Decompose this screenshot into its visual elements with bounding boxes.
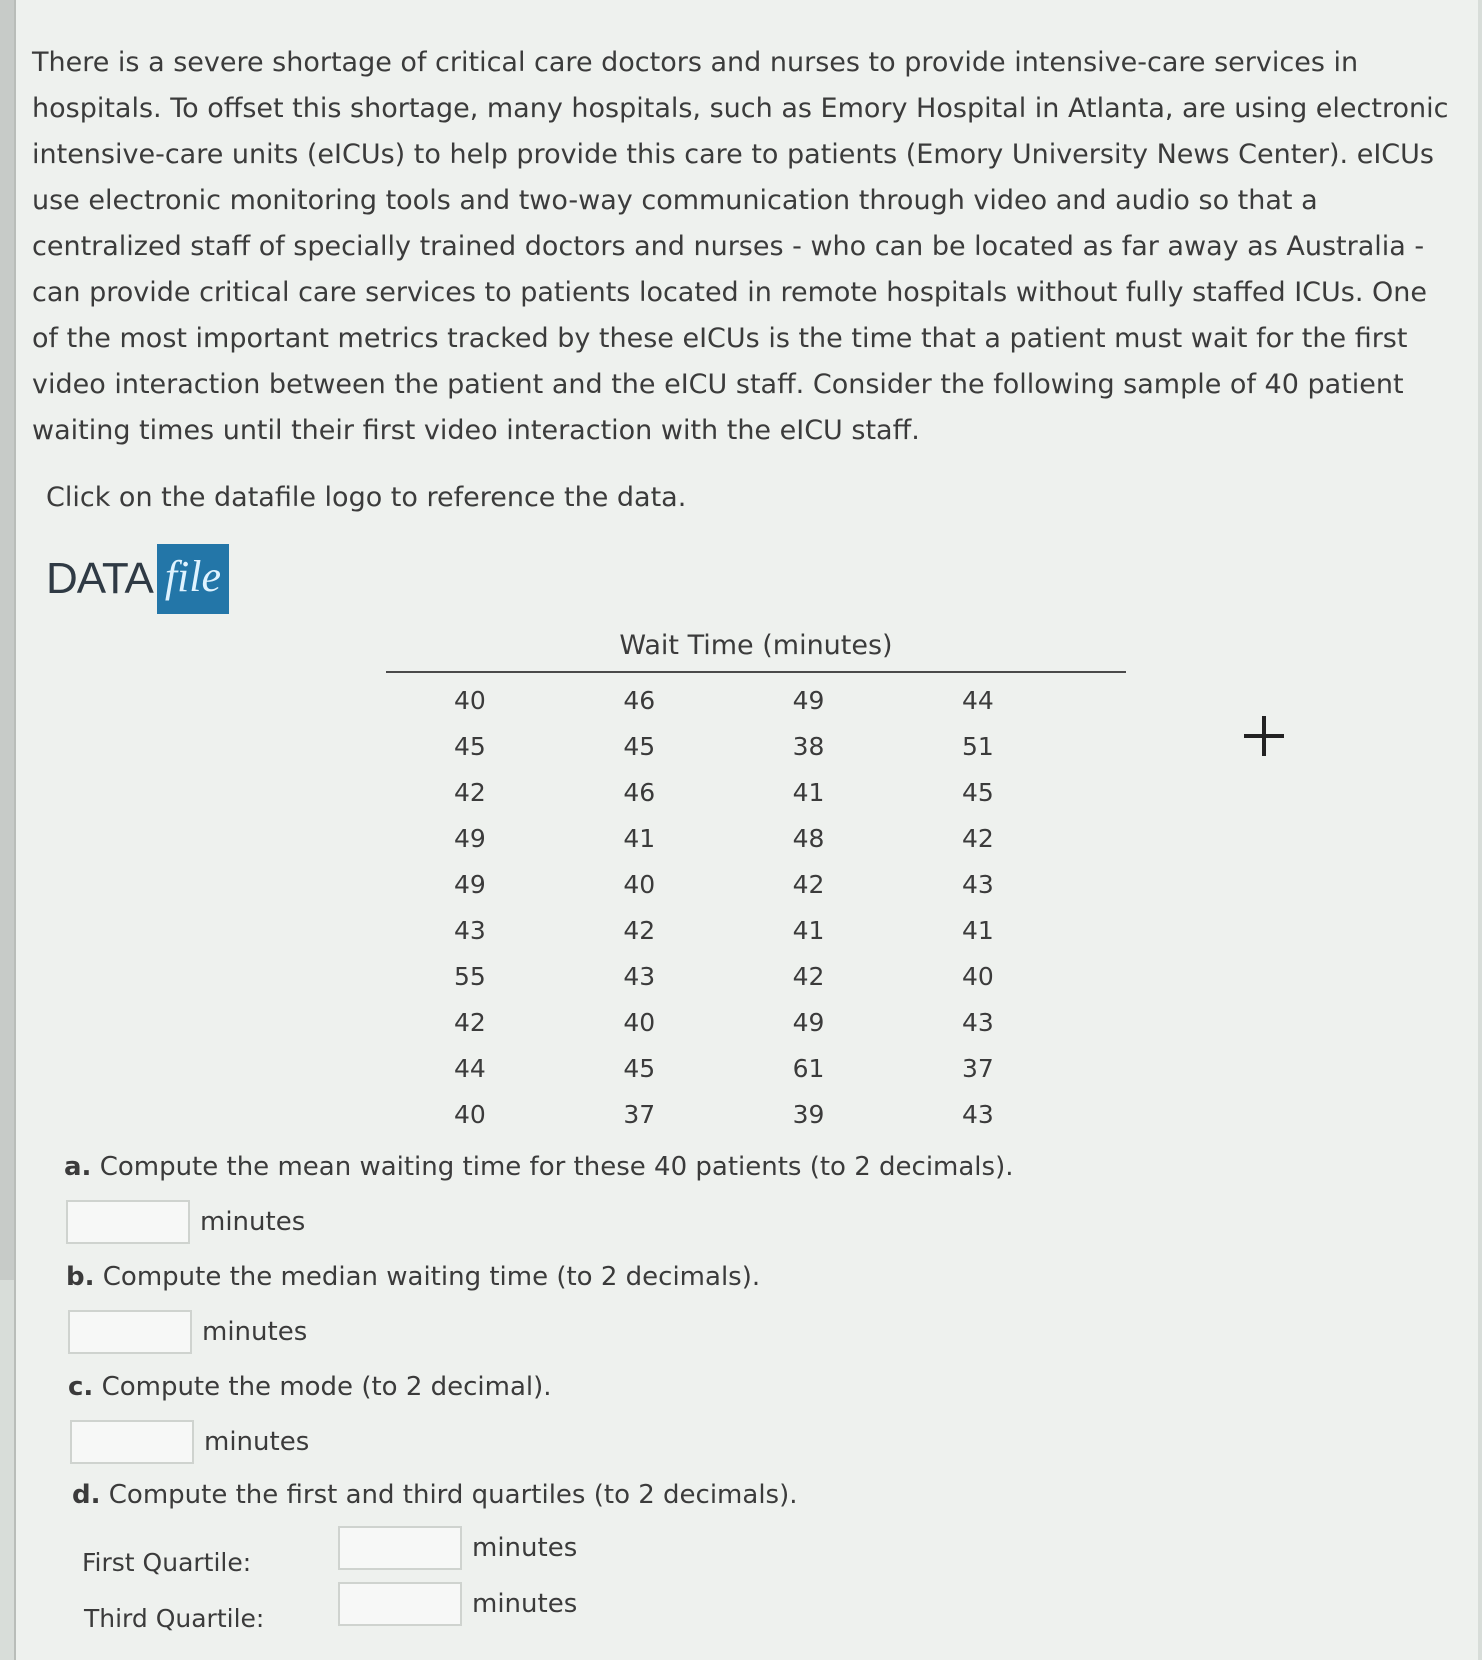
wait-time-table	[376, 630, 1126, 1137]
table-row	[454, 723, 1126, 769]
table-row	[454, 907, 1126, 953]
table-cell: 42	[454, 1007, 486, 1037]
table-cell: 55	[454, 961, 486, 991]
table-cell: 40	[454, 685, 486, 715]
median-input[interactable]	[68, 1310, 192, 1354]
question-c-letter: c.	[68, 1372, 94, 1402]
table-cell: 39	[792, 1099, 825, 1129]
table-cell: 43	[961, 1099, 994, 1129]
datafile-logo-button[interactable]	[46, 544, 229, 614]
mode-input[interactable]	[70, 1420, 194, 1464]
mean-unit: minutes	[200, 1207, 306, 1237]
plus-icon[interactable]	[1244, 716, 1284, 756]
first-quartile-unit: minutes	[472, 1533, 578, 1563]
table-cell: 40	[623, 869, 656, 899]
table-cell: 42	[792, 961, 825, 991]
question-b	[66, 1262, 760, 1292]
answer-b	[68, 1310, 307, 1354]
table-cell: 51	[961, 731, 994, 761]
table-cell: 38	[792, 731, 825, 761]
mean-input[interactable]	[66, 1200, 190, 1244]
answer-a	[66, 1200, 305, 1244]
question-d-letter: d.	[72, 1480, 101, 1510]
table-cell: 41	[792, 777, 825, 807]
answer-d-third	[338, 1582, 577, 1626]
table-cell: 40	[623, 1007, 656, 1037]
datafile-logo-file: file	[157, 544, 229, 614]
table-cell: 45	[961, 777, 994, 807]
question-page	[14, 0, 1478, 1660]
table-cell: 42	[792, 869, 825, 899]
first-quartile-label: First Quartile:	[82, 1548, 252, 1577]
mode-unit: minutes	[204, 1427, 310, 1457]
table-cell: 49	[454, 823, 486, 853]
table-cell: 45	[623, 1053, 656, 1083]
third-quartile-unit: minutes	[472, 1589, 578, 1619]
question-a-letter: a.	[64, 1152, 92, 1182]
problem-statement: There is a severe shortage of critical care doctors and nurses to provide intensive-care services in hospitals. To offset this shortage, many hospitals, such as Emory Hospital in Atlanta, are using electronic intensive-care units (eICUs) to help provide this care to patients (Emory University News Center). eICUs use electronic monitoring tools and two-way communication through video and audio so that a centralized staff of specially trained doctors and nurses - who can be located as far away as Australia - can provide critical care services to patients located in remote hospitals without fully staffed ICUs. One of the most important metrics tracked by these eICUs is the time that a patient must wait for the first video interaction between the patient and the eICU staff. Consider the following sample of 40 patient waiting times until their first video interaction with the eICU staff.	[32, 47, 1449, 446]
datafile-instruction: Click on the datafile logo to reference the data.	[46, 482, 687, 513]
answer-d-first	[338, 1526, 577, 1570]
third-quartile-input[interactable]	[338, 1582, 462, 1626]
question-c	[68, 1372, 552, 1402]
table-cell: 42	[961, 823, 994, 853]
table-row	[454, 815, 1126, 861]
table-row	[454, 769, 1126, 815]
table-cell: 41	[792, 915, 825, 945]
question-a-text: Compute the mean waiting time for these 40 patients (to 2 decimals).	[99, 1152, 1014, 1182]
table-cell: 37	[623, 1099, 656, 1129]
median-unit: minutes	[202, 1317, 308, 1347]
table-cell: 42	[454, 777, 486, 807]
datafile-logo-word: DATA	[46, 554, 153, 603]
table-cell: 49	[792, 685, 825, 715]
question-c-text: Compute the mode (to 2 decimal).	[101, 1372, 552, 1402]
table-cell: 44	[961, 685, 994, 715]
table-row	[454, 1045, 1126, 1091]
table-row	[454, 953, 1126, 999]
question-b-text: Compute the median waiting time (to 2 decimals).	[102, 1262, 761, 1292]
table-cell: 45	[623, 731, 656, 761]
table-cell: 41	[623, 823, 656, 853]
table-cell: 46	[623, 777, 656, 807]
table-row	[454, 677, 1126, 723]
table-cell: 43	[961, 1007, 994, 1037]
table-cell: 49	[792, 1007, 825, 1037]
table-cell: 42	[623, 915, 656, 945]
table-cell: 44	[454, 1053, 486, 1083]
table-cell: 43	[961, 869, 994, 899]
table-row	[454, 861, 1126, 907]
table-row	[454, 999, 1126, 1045]
question-d	[72, 1480, 798, 1510]
table-cell: 43	[623, 961, 656, 991]
table-cell: 40	[961, 961, 994, 991]
table-cell: 41	[961, 915, 994, 945]
question-a	[64, 1152, 1013, 1182]
third-quartile-label: Third Quartile:	[84, 1604, 265, 1633]
table-cell: 40	[454, 1099, 486, 1129]
table-cell: 61	[792, 1053, 825, 1083]
first-quartile-input[interactable]	[338, 1526, 462, 1570]
wait-time-grid	[454, 677, 1126, 1137]
table-cell: 45	[454, 731, 486, 761]
table-cell: 46	[623, 685, 656, 715]
question-b-letter: b.	[66, 1262, 95, 1292]
question-d-text: Compute the first and third quartiles (to 2 decimals).	[108, 1480, 798, 1510]
table-cell: 37	[961, 1053, 994, 1083]
table-cell: 43	[454, 915, 486, 945]
table-title: Wait Time (minutes)	[386, 630, 1126, 673]
answer-c	[70, 1420, 309, 1464]
table-cell: 48	[792, 823, 825, 853]
table-cell: 49	[454, 869, 486, 899]
table-row	[454, 1091, 1126, 1137]
